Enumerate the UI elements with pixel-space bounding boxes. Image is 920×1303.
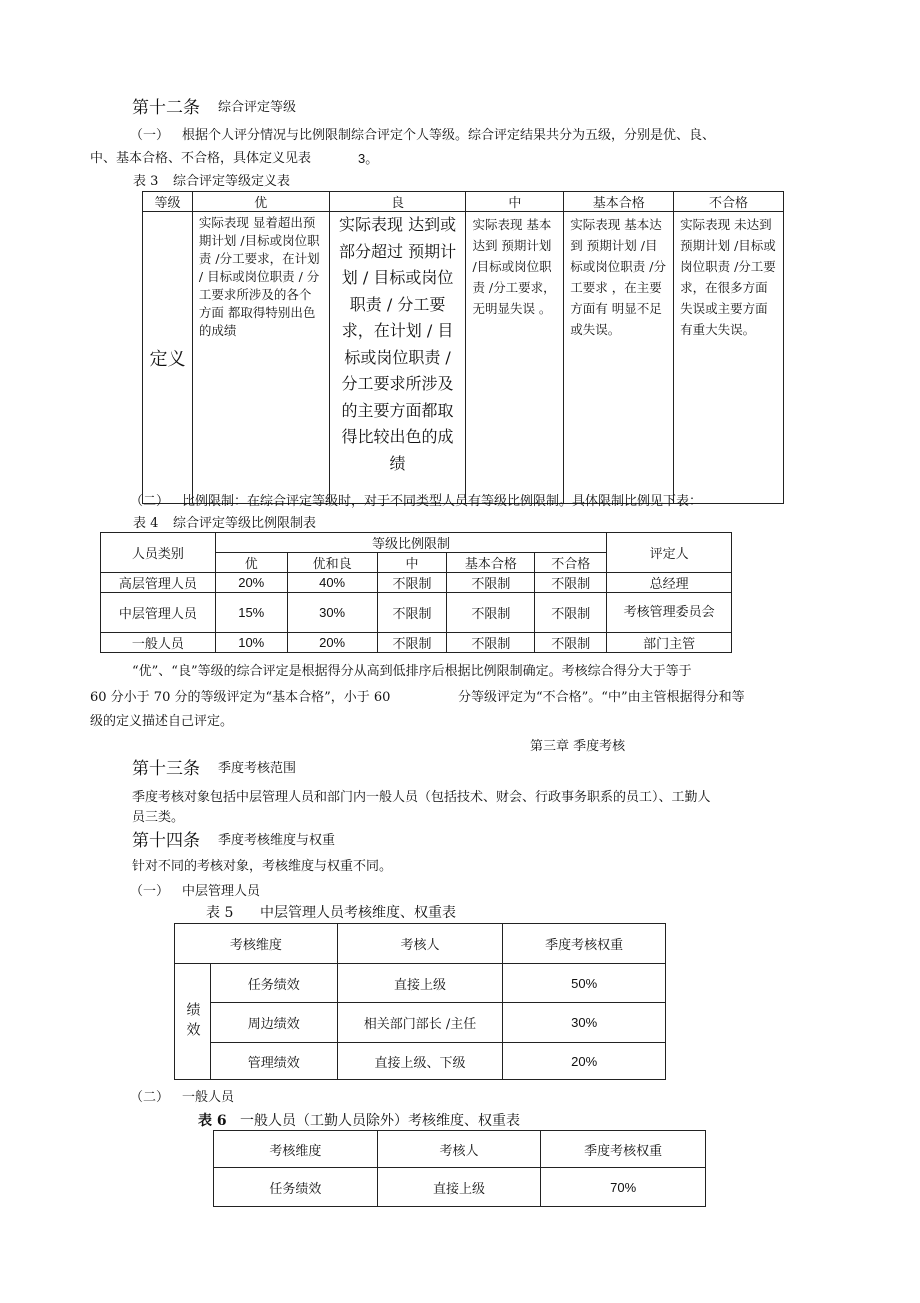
table-6-caption-number: 表 6 (198, 1113, 227, 1129)
table-3-header: 等级 (143, 192, 193, 212)
table-3-header: 中 (466, 192, 564, 212)
ratio-value: 不限制 (377, 633, 447, 653)
table-row (101, 573, 732, 593)
dimension: 任务绩效 (214, 1168, 378, 1207)
note-line-2a: 60 分小于 70 分的等级评定为“基本合格”，小于 60 (90, 690, 391, 705)
table-4-subheader: 优 (215, 553, 287, 573)
table-row (175, 1043, 666, 1080)
ratio-value: 不限制 (377, 573, 447, 593)
note-line-3: 级的定义描述自己评定。 (90, 714, 234, 729)
table-4-caption-title: 综合评定等级比例限制表 (173, 516, 317, 531)
table-6-header: 考核维度 (214, 1131, 378, 1168)
rater: 相关部门部长 /主任 (337, 1003, 503, 1043)
table-6-header: 考核人 (377, 1131, 541, 1168)
section-1-title: 中层管理人员 (182, 884, 261, 899)
rater: 直接上级 (337, 964, 503, 1003)
table-4-subheader: 优和良 (287, 553, 377, 573)
table-4-caption-number: 表 4 (133, 516, 159, 531)
article-13-line-1: 季度考核对象包括中层管理人员和部门内一般人员（包括技术、财会、行政事务职系的员工）、工勤人 (132, 790, 711, 805)
person-type: 一般人员 (101, 633, 216, 653)
dimension: 周边绩效 (210, 1003, 337, 1043)
ratio-value: 10% (215, 633, 287, 653)
para-1-line-1: 根据个人评分情况与比例限制综合评定个人等级。综合评定结果共分为五级，分别是优、良、 (182, 128, 716, 143)
section-2-title: 一般人员 (182, 1090, 235, 1105)
table-row (175, 1003, 666, 1043)
table-5-header: 考核维度 (175, 924, 338, 964)
definition-excellent: 实际表现 显着超出预期计划 /目标或岗位职责 /分工要求，在计划 / 目标或岗位职责 / 分工要求所涉及的各个方面 都取得特别出色 的成绩 (192, 212, 329, 504)
dimension: 管理绩效 (210, 1043, 337, 1080)
table-3-header: 不合格 (674, 192, 784, 212)
ratio-value: 20% (215, 573, 287, 593)
middle-manager-weight-table (174, 923, 666, 1080)
table-5-caption-title: 中层管理人员考核维度、权重表 (260, 905, 456, 921)
section-1-number: （一） (130, 884, 170, 899)
rater: 总经理 (607, 573, 732, 593)
table-3-header: 优 (192, 192, 329, 212)
para-1-number: （一） (130, 128, 170, 143)
article-14-label: 第十四条 (132, 831, 200, 851)
table-4-header-ratio: 等级比例限制 (215, 533, 606, 553)
ratio-value: 20% (287, 633, 377, 653)
person-type: 中层管理人员 (101, 593, 216, 633)
table-6-header: 季度考核权重 (541, 1131, 706, 1168)
rater: 考核管理委员会 (607, 593, 732, 633)
rater: 直接上级 (377, 1168, 541, 1207)
definition-basic-pass: 实际表现 基本达到 预期计划 /目标或岗位职责 /分工要求 ，在主要方面有 明显不足或失误。 (564, 212, 674, 504)
article-12-title: 综合评定等级 (218, 100, 297, 115)
article-14-title: 季度考核维度与权重 (218, 833, 336, 848)
ratio-value: 不限制 (535, 633, 607, 653)
note-line-2b: 分等级评定为“不合格”。“中”由主管根据得分和等 (458, 690, 745, 705)
table-4-header-rater: 评定人 (607, 533, 732, 573)
rater: 直接上级、下级 (337, 1043, 503, 1080)
ratio-value: 不限制 (447, 633, 535, 653)
dimension: 任务绩效 (210, 964, 337, 1003)
ratio-value: 不限制 (447, 573, 535, 593)
table-3-header: 良 (329, 192, 466, 212)
definition-average: 实际表现 基本达到 预期计划 /目标或岗位职责 /分工要求， 无明显失误 。 (466, 212, 564, 504)
article-12-label: 第十二条 (132, 98, 200, 118)
table-4-header-person: 人员类别 (101, 533, 216, 573)
ratio-value: 不限制 (377, 593, 447, 633)
para-2-text: 比例限制：在综合评定等级时，对于不同类型人员有等级比例限制。具体限制比例见下表： (182, 494, 703, 509)
table-4-subheader: 中 (377, 553, 447, 573)
chapter-title: 第三章 季度考核 (530, 739, 626, 754)
ratio-value: 15% (215, 593, 287, 633)
ratio-value: 30% (287, 593, 377, 633)
table-3-header: 基本合格 (564, 192, 674, 212)
table-row (214, 1168, 706, 1207)
weight: 20% (503, 1043, 666, 1080)
note-line-1: “优”、“良”等级的综合评定是根据得分从高到低排序后根据比例限制确定。考核综合得分大于等于 (132, 664, 692, 679)
ratio-value: 不限制 (447, 593, 535, 633)
article-13-label: 第十三条 (132, 759, 200, 779)
table-row (175, 964, 666, 1003)
weight: 50% (503, 964, 666, 1003)
table-row (101, 633, 732, 653)
table-3-caption-number: 表 3 (133, 174, 159, 189)
grade-ratio-table (100, 532, 732, 653)
table-6-caption-title: 一般人员（工勤人员除外）考核维度、权重表 (240, 1113, 520, 1129)
ratio-value: 40% (287, 573, 377, 593)
general-staff-weight-table (213, 1130, 706, 1207)
rater: 部门主管 (607, 633, 732, 653)
article-13-title: 季度考核范围 (218, 761, 297, 776)
table-4-subheader: 不合格 (535, 553, 607, 573)
article-13-line-2: 员三类。 (132, 810, 185, 825)
person-type: 高层管理人员 (101, 573, 216, 593)
weight: 70% (541, 1168, 706, 1207)
performance-group: 绩效 (175, 964, 211, 1080)
para-2-number: （二） (130, 494, 170, 509)
para-1-line-2: 中、基本合格、不合格，具体定义见表 (90, 151, 312, 166)
section-2-number: （二） (130, 1090, 170, 1105)
definition-good: 实际表现 达到或部分超过 预期计划 / 目标或岗位职责 / 分工要求，在计划 / 目标或岗位职责 / 分工要求所涉及的主要方面都取得比较出色的成绩 (329, 212, 466, 504)
ratio-value: 不限制 (535, 593, 607, 633)
table-3-caption-title: 综合评定等级定义表 (173, 174, 291, 189)
table-4-subheader: 基本合格 (447, 553, 535, 573)
weight: 30% (503, 1003, 666, 1043)
table-5-header: 季度考核权重 (503, 924, 666, 964)
table-5-caption-number: 表 5 (206, 905, 234, 921)
definition-fail: 实际表现 未达到 预期计划 /目标或岗位职责 /分工要求，在很多方面失误或主要方面有重大失误。 (674, 212, 784, 504)
para-1-table-ref: 3。 (358, 151, 379, 166)
grade-definition-table (142, 191, 784, 504)
table-3-row-label: 定义 (143, 212, 193, 504)
article-14-text: 针对不同的考核对象，考核维度与权重不同。 (132, 859, 393, 874)
table-5-header: 考核人 (337, 924, 503, 964)
ratio-value: 不限制 (535, 573, 607, 593)
table-row (101, 593, 732, 633)
